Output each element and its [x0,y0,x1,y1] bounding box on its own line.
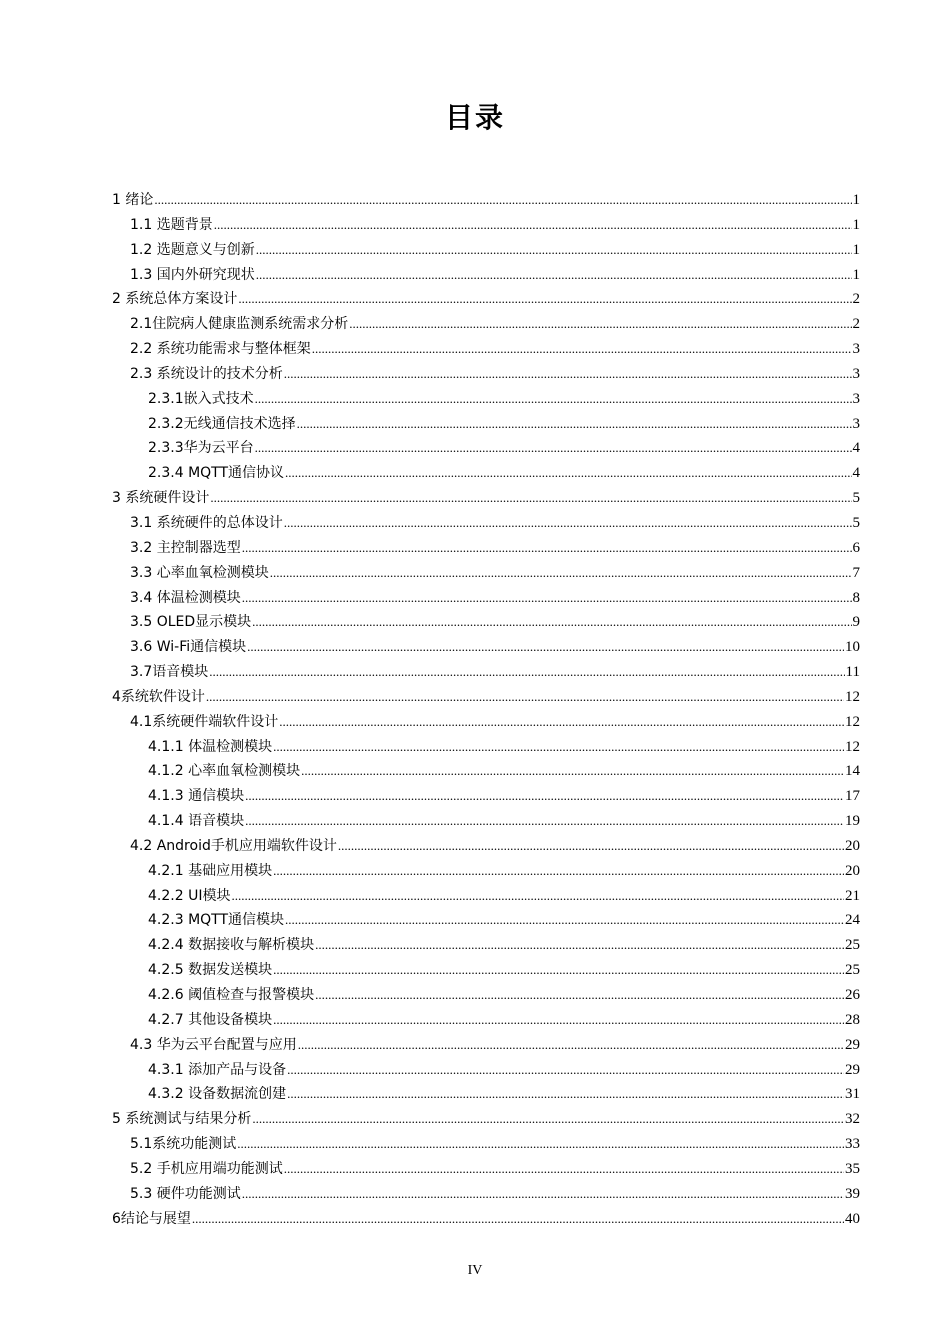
toc-entry-label: 5.2 手机应用端功能测试 [130,1160,283,1177]
toc-entry[interactable] [112,610,860,635]
toc-entry-page: 12 [845,738,860,755]
toc-entry-label: 2.3.1嵌入式技术 [148,390,254,407]
toc-entry-page: 1 [852,192,860,208]
toc-dot-leader [284,1157,844,1182]
toc-dot-leader [214,213,852,238]
toc-entry-page: 40 [845,1210,860,1227]
toc-entry[interactable] [112,213,860,238]
toc-dot-leader [242,536,852,561]
toc-dot-leader [231,884,844,909]
toc-entry[interactable] [112,1132,860,1157]
toc-entry-page: 11 [845,664,860,681]
toc-dot-leader [312,337,852,362]
toc-dot-leader [210,486,851,511]
toc-dot-leader [273,958,844,983]
toc-entry-label: 1.2 选题意义与创新 [130,241,255,258]
toc-entry[interactable] [112,908,860,933]
toc-entry-label: 3.1 系统硬件的总体设计 [130,514,283,531]
toc-entry-page: 10 [845,639,860,656]
toc-entry[interactable] [112,1182,860,1207]
toc-dot-leader [252,610,851,635]
toc-dot-leader [245,809,844,834]
toc-entry-label: 4.2.6 阈值检查与报警模块 [148,987,315,1003]
toc-entry[interactable] [112,536,860,561]
toc-entry[interactable] [112,287,860,312]
toc-entry-label: 4.2.5 数据发送模块 [148,962,273,979]
toc-entry-page: 5 [852,490,860,507]
toc-entry-page: 7 [852,564,860,581]
toc-dot-leader [206,685,844,710]
toc-entry[interactable] [112,561,860,586]
toc-entry-label: 1.3 国内外研究现状 [130,266,255,283]
toc-dot-leader [287,1058,844,1083]
toc-entry-label: 4.1.3 通信模块 [148,788,245,805]
toc-entry-label: 5.1系统功能测试 [130,1136,237,1153]
page-title: 目录 [444,101,505,134]
toc-entry[interactable] [112,312,860,337]
toc-entry[interactable] [112,1033,860,1058]
toc-entry-label: 4系统软件设计 [112,688,205,705]
toc-dot-leader [252,1107,844,1132]
toc-dot-leader [287,1082,844,1107]
toc-entry-label: 3 系统硬件设计 [112,490,210,507]
toc-entry[interactable] [112,710,860,735]
toc-entry-label: 2.3.3华为云平台 [148,440,254,457]
toc-entry[interactable] [112,834,860,859]
toc-entry-page: 29 [845,1061,860,1078]
toc-entry-label: 4.2.3 MQTT通信模块 [148,912,285,929]
toc-entry-page: 35 [845,1160,860,1177]
toc-dot-leader [285,908,844,933]
toc-entry[interactable] [112,1157,860,1182]
toc-entry-label: 2.1住院病人健康监测系统需求分析 [130,316,349,333]
toc-entry-page: 3 [852,365,860,382]
toc-entry-label: 4.2 Android手机应用端软件设计 [130,837,337,854]
table-of-contents [112,188,860,1231]
toc-entry[interactable] [112,1082,860,1107]
toc-entry[interactable] [112,461,860,486]
toc-dot-leader [247,635,844,660]
toc-entry-page: 17 [845,788,860,805]
toc-entry-page: 20 [845,837,860,854]
toc-entry-page: 4 [852,440,860,457]
toc-dot-leader [245,784,844,809]
toc-entry-label: 5.3 硬件功能测试 [130,1185,241,1202]
page-number: IV [467,1263,483,1278]
toc-dot-leader [154,188,851,213]
toc-entry-page: 33 [845,1136,860,1153]
toc-entry[interactable] [112,263,860,288]
toc-entry[interactable] [112,983,860,1008]
toc-dot-leader [338,834,844,859]
toc-dot-leader [270,561,852,586]
toc-entry-label: 2.3.4 MQTT通信协议 [148,465,285,482]
toc-dot-leader [238,287,851,312]
toc-entry-page: 1 [852,241,860,258]
toc-entry[interactable] [112,511,860,536]
toc-entry-page: 26 [845,987,860,1003]
toc-entry-page: 5 [852,514,860,531]
toc-dot-leader [273,1008,844,1033]
toc-dot-leader [301,759,844,784]
toc-entry-label: 1 绪论 [112,192,154,208]
toc-entry-label: 2.2 系统功能需求与整体框架 [130,341,311,358]
toc-entry[interactable] [112,933,860,958]
toc-entry-label: 4.1.2 心率血氧检测模块 [148,763,301,780]
toc-entry-page: 8 [852,589,860,606]
toc-dot-leader [256,263,852,288]
toc-entry-page: 32 [845,1111,860,1128]
toc-entry-page: 14 [845,763,860,780]
toc-entry-page: 12 [845,688,860,705]
toc-entry-label: 4.1系统硬件端软件设计 [130,713,279,730]
toc-entry[interactable] [112,635,860,660]
toc-dot-leader [284,362,852,387]
toc-entry-label: 3.3 心率血氧检测模块 [130,564,269,581]
toc-entry-page: 25 [845,962,860,979]
toc-entry-page: 20 [845,862,860,879]
toc-entry-label: 4.2.4 数据接收与解析模块 [148,937,315,954]
toc-entry-label: 3.5 OLED显示模块 [130,614,252,631]
toc-dot-leader [242,1182,844,1207]
toc-dot-leader [237,1132,844,1157]
toc-entry-label: 3.2 主控制器选型 [130,539,241,556]
toc-entry-page: 3 [852,341,860,358]
toc-entry[interactable] [112,436,860,461]
toc-entry[interactable] [112,362,860,387]
toc-entry[interactable] [112,660,860,685]
toc-entry-label: 1.1 选题背景 [130,216,213,233]
toc-entry-label: 4.2.7 其他设备模块 [148,1011,273,1028]
toc-dot-leader [284,511,852,536]
toc-entry-page: 21 [845,887,860,904]
toc-entry-page: 1 [852,216,860,233]
toc-entry-page: 6 [852,539,860,556]
toc-entry-page: 39 [845,1185,860,1202]
toc-entry-label: 4.2.1 基础应用模块 [148,862,273,879]
toc-dot-leader [315,983,844,1008]
toc-dot-leader [285,461,851,486]
toc-entry[interactable] [112,685,860,710]
toc-dot-leader [255,436,852,461]
toc-entry-page: 19 [845,813,860,830]
toc-entry-page: 4 [852,465,860,482]
toc-entry-label: 2.3 系统设计的技术分析 [130,365,283,382]
toc-dot-leader [242,586,852,611]
toc-entry-page: 1 [852,266,860,283]
toc-entry-label: 5 系统测试与结果分析 [112,1111,252,1128]
toc-entry[interactable] [112,784,860,809]
toc-entry[interactable] [112,859,860,884]
toc-entry-page: 12 [845,713,860,730]
toc-entry-label: 4.3.1 添加产品与设备 [148,1061,287,1078]
toc-dot-leader [273,859,844,884]
toc-dot-leader [349,312,851,337]
toc-entry-page: 24 [845,912,860,929]
toc-entry-label: 3.7语音模块 [130,664,209,681]
toc-entry-label: 2.3.2无线通信技术选择 [148,415,296,432]
toc-entry[interactable] [112,412,860,437]
toc-entry-label: 4.1.4 语音模块 [148,813,245,830]
toc-entry[interactable] [112,1207,860,1232]
toc-entry-page: 3 [852,415,860,432]
toc-entry-label: 3.6 Wi-Fi通信模块 [130,639,247,656]
toc-dot-leader [279,710,844,735]
toc-entry[interactable] [112,1008,860,1033]
toc-dot-leader [315,933,844,958]
toc-dot-leader [298,1033,844,1058]
toc-entry[interactable] [112,958,860,983]
toc-entry-label: 2 系统总体方案设计 [112,291,238,308]
toc-entry-label: 4.3 华为云平台配置与应用 [130,1036,297,1053]
toc-entry[interactable] [112,884,860,909]
toc-dot-leader [297,412,852,437]
toc-entry-label: 3.4 体温检测模块 [130,589,241,606]
toc-dot-leader [192,1207,844,1232]
toc-entry-page: 31 [845,1086,860,1103]
toc-dot-leader [255,387,852,412]
toc-entry-label: 4.2.2 UI模块 [148,887,231,904]
toc-entry-label: 4.3.2 设备数据流创建 [148,1086,287,1103]
toc-entry-page: 29 [845,1036,860,1053]
toc-entry-page: 2 [852,316,860,333]
toc-entry[interactable] [112,188,860,213]
toc-entry-label: 4.1.1 体温检测模块 [148,738,273,755]
toc-entry-label: 6结论与展望 [112,1210,191,1227]
toc-entry[interactable] [112,337,860,362]
toc-entry[interactable] [112,238,860,263]
toc-entry-page: 9 [852,614,860,631]
toc-entry[interactable] [112,759,860,784]
toc-entry[interactable] [112,387,860,412]
toc-entry-page: 28 [845,1011,860,1028]
toc-entry-page: 2 [852,291,860,308]
toc-dot-leader [256,238,852,263]
toc-entry[interactable] [112,486,860,511]
toc-entry-page: 3 [852,390,860,407]
toc-entry[interactable] [112,1058,860,1083]
toc-entry[interactable] [112,735,860,760]
toc-dot-leader [209,660,844,685]
toc-dot-leader [273,735,844,760]
toc-entry[interactable] [112,1107,860,1132]
toc-entry-page: 25 [845,937,860,954]
toc-entry[interactable] [112,809,860,834]
toc-entry[interactable] [112,586,860,611]
